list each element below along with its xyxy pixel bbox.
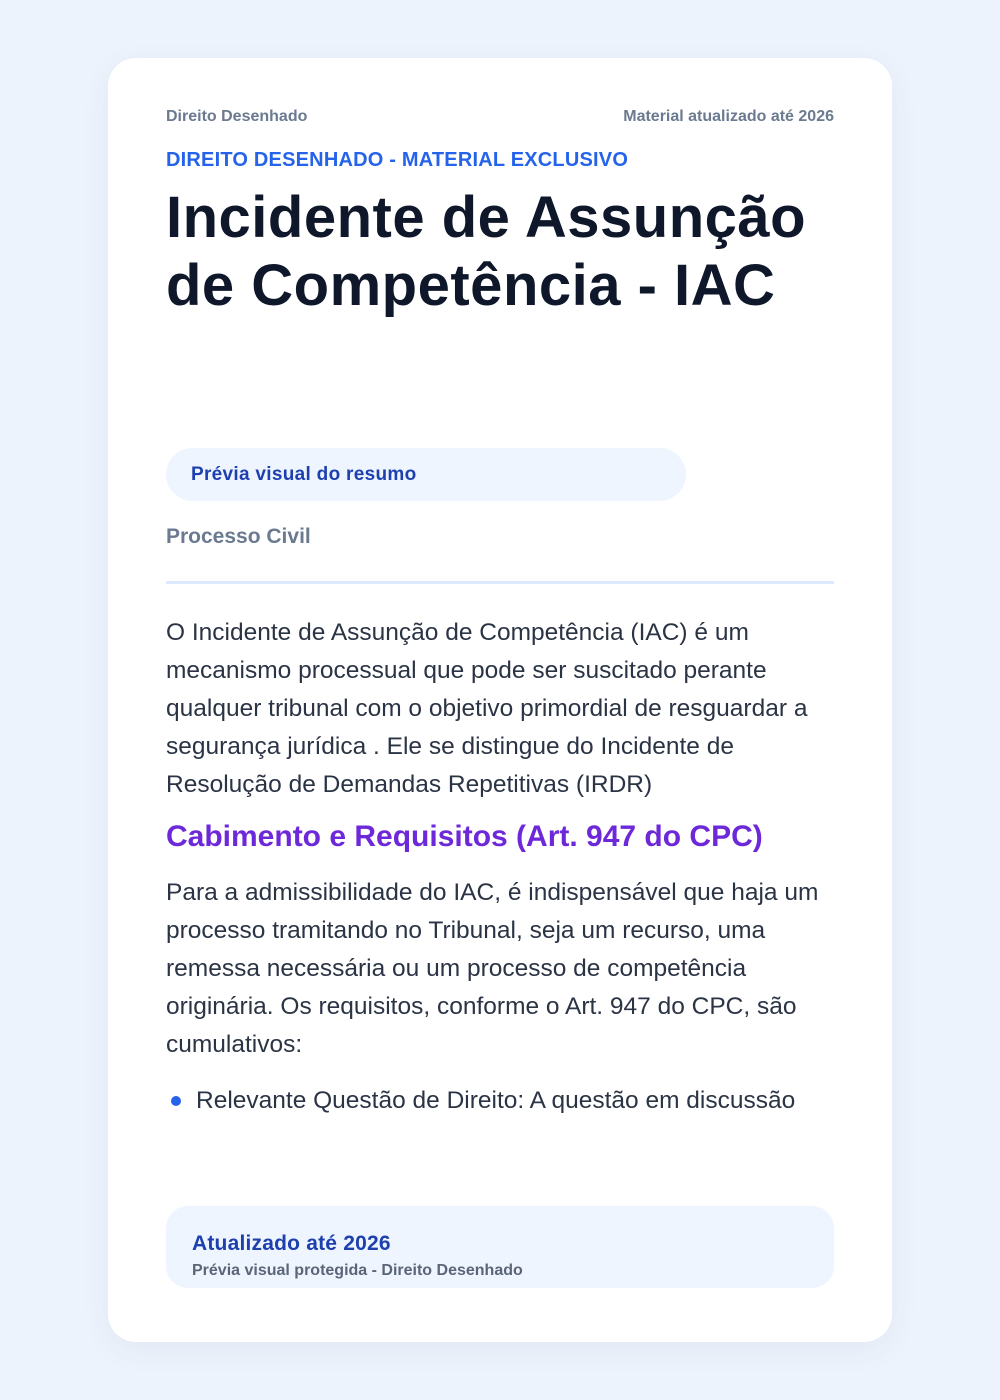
preview-label: Prévia visual do resumo [191, 463, 417, 485]
divider [166, 581, 834, 584]
footer-title: Atualizado até 2026 [192, 1232, 391, 1255]
footer-subtitle: Prévia visual protegida - Direito Desenhado [192, 1262, 523, 1279]
bullet-dot-icon [171, 1096, 181, 1106]
section-heading: Cabimento e Requisitos (Art. 947 do CPC) [166, 820, 763, 853]
section-paragraph: Para a admissibilidade do IAC, é indispensável que haja um processo tramitando no Tribunal, seja um recurso, uma remessa necessária ou um processo de competência originária. Os requisitos, conforme o Art. 947 do CPC, são cumulativos: [166, 879, 819, 1058]
intro-paragraph: O Incidente de Assunção de Competência (IAC) é um mecanismo processual que pode ser suscitado perante qualquer tribunal com o objetivo primordial de resguardar a segurança jurídica . Ele se distingue do Incidente de Resolução de Demandas Repetitivas (IRDR) [166, 619, 808, 798]
brand-label: Direito Desenhado [166, 108, 308, 125]
top-bar [166, 108, 834, 126]
list-item [166, 1082, 856, 1120]
updated-note: Material atualizado até 2026 [623, 108, 834, 125]
document-card [108, 58, 892, 1342]
preview-badge [166, 448, 686, 501]
requirements-list [166, 1082, 856, 1120]
category-label: Processo Civil [166, 525, 311, 548]
page-title: Incidente de Assunção de Competência - IAC [166, 185, 807, 318]
list-item-text: Relevante Questão de Direito: A questão em discussão [196, 1087, 796, 1114]
kicker-label: DIREITO DESENHADO - MATERIAL EXCLUSIVO [166, 149, 629, 171]
footer-box [166, 1206, 834, 1288]
